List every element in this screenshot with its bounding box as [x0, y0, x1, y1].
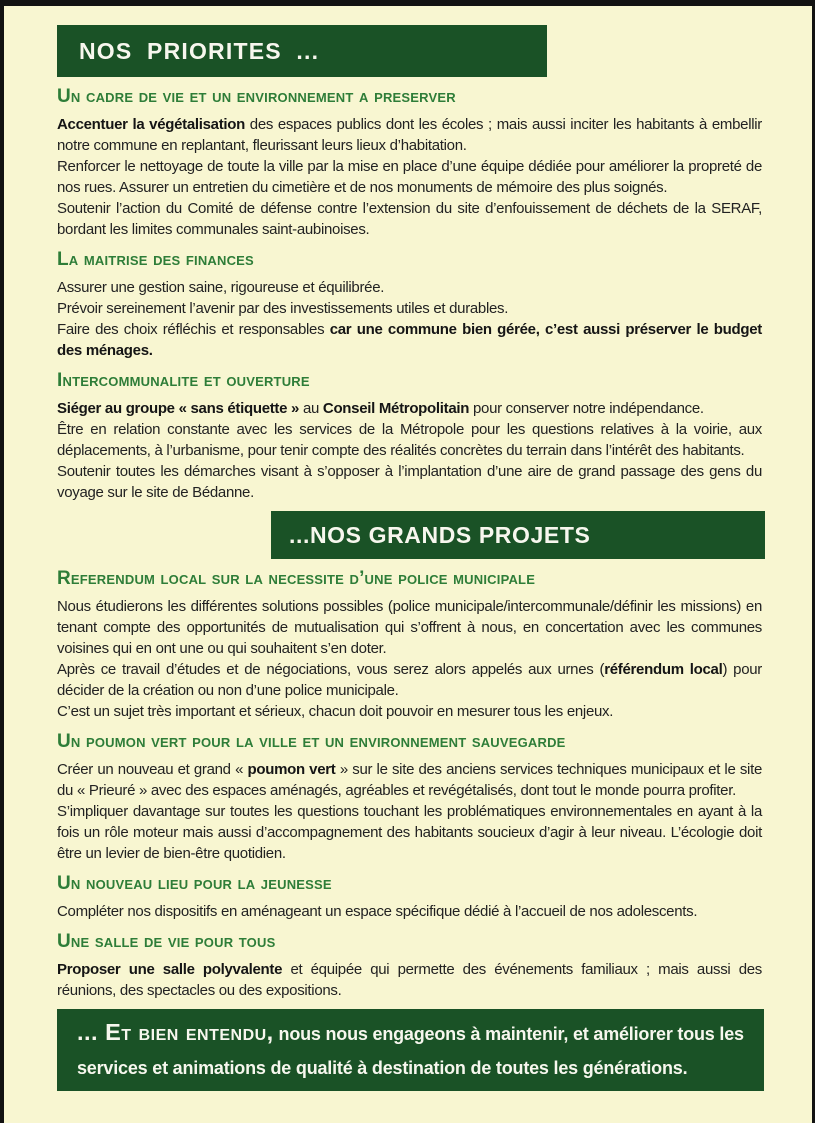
text-run: référendum local	[604, 661, 723, 678]
document-section	[57, 930, 762, 1001]
body-paragraph	[57, 419, 762, 461]
text-run: S’impliquer davantage sur toutes les questions touchant les problématiques environnementales en ayant à la fois un rôle moteur mais aussi d’accompagnement des habitants soucieux d’agir à leur niveau. L’écologie doit être un levier de bien-être quotidien.	[57, 803, 762, 862]
document-section	[57, 248, 762, 361]
body-paragraph	[57, 298, 762, 319]
text-run: poumon vert	[247, 761, 336, 778]
section-heading: Un cadre de vie et un environnement a preserver	[57, 86, 456, 107]
footer-banner	[57, 1009, 764, 1091]
footer-banner-lead: ... Et bien entendu,	[77, 1019, 274, 1045]
text-run: Compléter nos dispositifs en aménageant un espace spécifique dédié à l’accueil de nos adolescents.	[57, 903, 698, 920]
text-run: au	[299, 400, 323, 417]
body-paragraph	[57, 461, 762, 503]
text-run: Après ce travail d’études et de négociations, vous serez alors appelés aux urnes (	[57, 661, 605, 678]
text-run: Faire des choix réfléchis et responsables	[57, 321, 330, 338]
text-run: Nous étudierons les différentes solutions possibles (police municipale/intercommunale/définir les missions) en tenant compte des opportunités de mutualisation qui s’offrent à nous, en concertation avec les communes voisines qui en ont une ou qui souhaitent s’en doter.	[57, 598, 762, 657]
body-paragraph	[57, 596, 762, 659]
text-run: » sur le site des anciens services techniques municipaux et le site du « Prieuré » avec des espaces aménagés, agréables et revégétalisés, dont tout le monde pourra profiter.	[57, 761, 762, 799]
text-run: Renforcer le nettoyage de toute la ville par la mise en place d’une équipe dédiée pour améliorer la propreté de nos rues. Assurer un entretien du cimetière et de nos monuments de mémoire des plus soignés.	[57, 158, 762, 196]
text-run: Proposer une salle polyvalente	[57, 961, 283, 978]
document-section	[57, 369, 762, 503]
section-heading: Une salle de vie pour tous	[57, 931, 276, 952]
text-run: Conseil Métropolitain	[322, 400, 470, 417]
text-run: Créer un nouveau et grand «	[57, 761, 248, 778]
text-run: car une commune bien gérée, c’est aussi préserver le budget des ménages.	[57, 321, 762, 359]
page-content	[4, 25, 812, 1091]
text-run: C’est un sujet très important et sérieux, chacun doit pouvoir en mesurer tous les enjeux.	[57, 703, 614, 720]
document-section	[57, 730, 762, 864]
footer-banner-text: nous nous engageons à maintenir, et améliorer tous les services et animations de qualité à destination de toutes les générations.	[77, 1024, 744, 1078]
section-heading: La maitrise des finances	[57, 249, 254, 270]
priorities-sections-container	[57, 85, 762, 503]
body-paragraph	[57, 156, 762, 198]
body-paragraph	[57, 701, 762, 722]
text-run: Accentuer la végétalisation	[57, 116, 245, 133]
text-run: Prévoir sereinement l’avenir par des investissements utiles et durables.	[57, 300, 509, 317]
projects-sections-container	[57, 567, 762, 1001]
body-paragraph	[57, 759, 762, 801]
text-run: Soutenir toutes les démarches visant à s’opposer à l’implantation d’une aire de grand passage des gens du voyage sur le site de Bédanne.	[57, 463, 762, 501]
projects-banner: ...NOS GRANDS PROJETS	[271, 511, 765, 559]
text-run: Siéger au groupe « sans étiquette »	[57, 400, 300, 417]
document-section	[57, 85, 762, 240]
section-heading: Referendum local sur la necessite d’une police municipale	[57, 568, 536, 589]
body-paragraph	[57, 398, 762, 419]
text-run: pour conserver notre indépendance.	[469, 400, 704, 417]
priorities-banner: NOS PRIORITES ...	[57, 25, 547, 77]
body-paragraph	[57, 801, 762, 864]
body-paragraph	[57, 659, 762, 701]
body-paragraph	[57, 959, 762, 1001]
section-heading: Un poumon vert pour la ville et un environnement sauvegarde	[57, 731, 566, 752]
text-run: des espaces publics dont les écoles ; mais aussi inciter les habitants à embellir notre commune en replantant, fleurissant leurs lieux d’habitation.	[57, 116, 762, 154]
section-heading: Un nouveau lieu pour la jeunesse	[57, 873, 332, 894]
document-page	[4, 6, 812, 1123]
text-run: ) pour décider de la création ou non d’une police municipale.	[57, 661, 763, 699]
document-section	[57, 567, 762, 722]
text-run: Être en relation constante avec les services de la Métropole pour les questions relatives à la voirie, aux déplacements, à l’urbanisme, pour tenir compte des réalités concrètes du terrain dans l’intérêt des habitants.	[57, 421, 762, 459]
section-heading: Intercommunalite et ouverture	[57, 370, 310, 391]
body-paragraph	[57, 319, 762, 361]
body-paragraph	[57, 277, 762, 298]
body-paragraph	[57, 114, 762, 156]
body-paragraph	[57, 198, 762, 240]
text-run: Assurer une gestion saine, rigoureuse et équilibrée.	[57, 279, 385, 296]
document-section	[57, 872, 762, 922]
body-paragraph	[57, 901, 762, 922]
text-run: Soutenir l’action du Comité de défense contre l’extension du site d’enfouissement de déchets de la SERAF, bordant les limites communales saint-aubinoises.	[57, 200, 762, 238]
text-run: et équipée qui permette des événements familiaux ; mais aussi des réunions, des spectacles ou des expositions.	[57, 961, 762, 999]
